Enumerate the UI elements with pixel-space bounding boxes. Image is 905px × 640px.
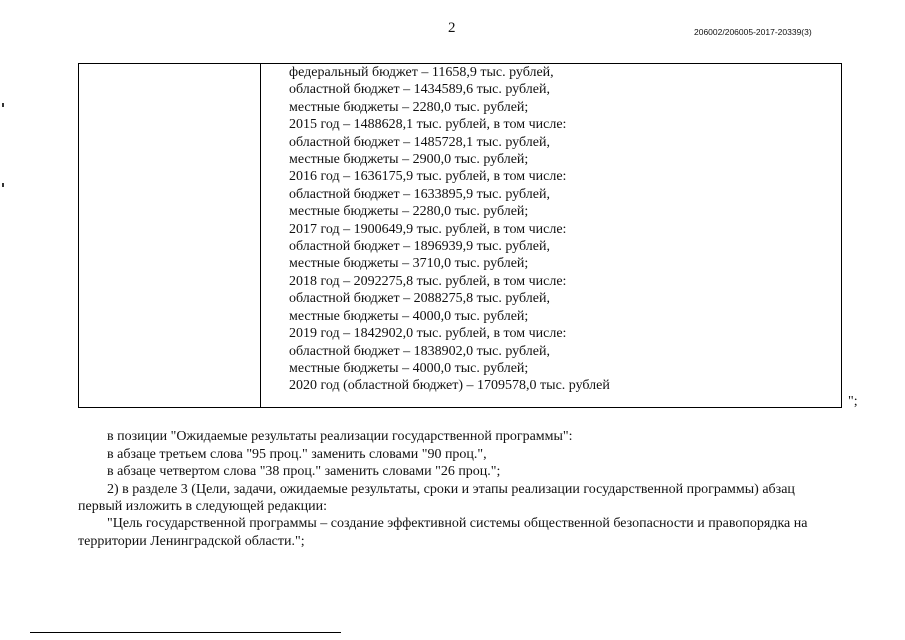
budget-line: федеральный бюджет – 11658,9 тыс. рублей,: [289, 65, 554, 80]
budget-line: 2017 год – 1900649,9 тыс. рублей, в том числе:: [289, 221, 567, 237]
document-id: 206002/206005-2017-20339(3): [694, 27, 812, 37]
budget-line: 2019 год – 1842902,0 тыс. рублей, в том числе:: [289, 326, 567, 342]
closing-quote: ";: [848, 394, 858, 409]
paragraph-goal-line2: территории Ленинградской области.";: [78, 534, 305, 549]
paragraph-expected-results: в позиции "Ожидаемые результаты реализации государственной программы":: [107, 429, 573, 444]
budget-line: 2020 год (областной бюджет) – 1709578,0 тыс. рублей: [289, 378, 610, 394]
page-number: 2: [448, 20, 456, 36]
budget-line: областной бюджет – 1633895,9 тыс. рублей,: [289, 186, 550, 202]
financing-table: [78, 63, 842, 408]
scan-edge-mark: [2, 103, 4, 107]
budget-line: местные бюджеты – 2900,0 тыс. рублей;: [289, 152, 529, 168]
paragraph-amend-third: в абзаце третьем слова "95 проц." заменить словами "90 проц.",: [107, 447, 487, 462]
budget-line: областной бюджет – 1896939,9 тыс. рублей,: [289, 239, 550, 255]
budget-line: местные бюджеты – 3710,0 тыс. рублей;: [289, 256, 529, 272]
paragraph-section3-line2: первый изложить в следующей редакции:: [78, 499, 327, 514]
budget-line: областной бюджет – 1485728,1 тыс. рублей,: [289, 134, 550, 150]
budget-list: [289, 64, 610, 395]
budget-line: областной бюджет – 1434589,6 тыс. рублей,: [289, 82, 550, 98]
budget-line: местные бюджеты – 2280,0 тыс. рублей;: [289, 99, 529, 115]
budget-line: местные бюджеты – 2280,0 тыс. рублей;: [289, 204, 529, 220]
paragraph-section3-line1: 2) в разделе 3 (Цели, задачи, ожидаемые результаты, сроки и этапы реализации государственной программы) абзац: [107, 482, 795, 497]
paragraph-amend-fourth: в абзаце четвертом слова "38 проц." заменить словами "26 проц.";: [107, 464, 501, 479]
budget-line: областной бюджет – 1838902,0 тыс. рублей,: [289, 343, 550, 359]
budget-line: областной бюджет – 2088275,8 тыс. рублей,: [289, 291, 550, 307]
budget-line: местные бюджеты – 4000,0 тыс. рублей;: [289, 308, 529, 324]
budget-line: 2018 год – 2092275,8 тыс. рублей, в том числе:: [289, 273, 567, 289]
budget-line: 2016 год – 1636175,9 тыс. рублей, в том числе:: [289, 169, 567, 185]
table-column-divider: [260, 64, 261, 407]
paragraph-goal-line1: "Цель государственной программы – создание эффективной системы общественной безопасности и правопорядка на: [107, 516, 808, 531]
budget-line: местные бюджеты – 4000,0 тыс. рублей;: [289, 360, 529, 376]
scan-edge-mark: [2, 183, 4, 187]
budget-line: 2015 год – 1488628,1 тыс. рублей, в том числе:: [289, 117, 567, 133]
footer-rule: [30, 632, 341, 633]
